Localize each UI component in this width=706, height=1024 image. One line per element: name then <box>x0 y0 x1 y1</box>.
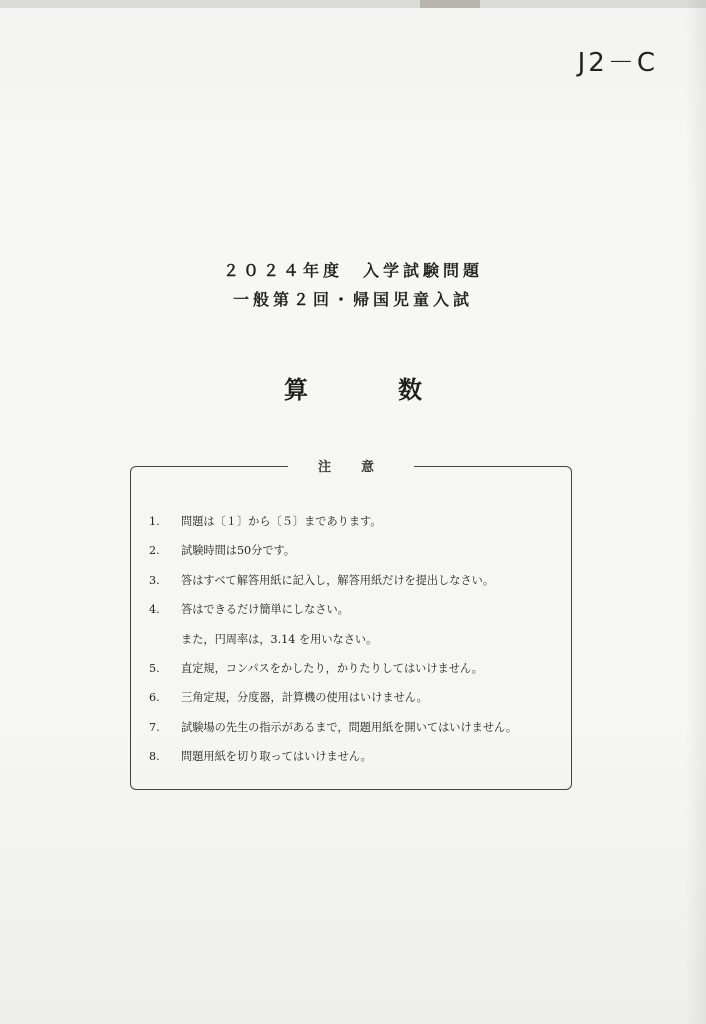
notice-item-number: 1. <box>149 515 160 528</box>
exam-code: J2－C <box>577 48 658 78</box>
notice-item-number: 5. <box>149 662 160 676</box>
notice-item <box>149 507 569 536</box>
notice-item <box>149 742 569 771</box>
notice-item <box>149 683 569 712</box>
notice-item-text: 問題は〔１〕から〔５〕まであります。 <box>181 515 382 528</box>
notice-item-number: 2. <box>149 544 160 558</box>
notice-list <box>149 507 569 772</box>
notice-item <box>149 654 569 683</box>
notice-item-number <box>149 625 181 654</box>
notice-label-wrap <box>131 456 571 475</box>
subject-char: 算 <box>284 375 308 404</box>
notice-item <box>149 625 569 654</box>
exam-subtitle: 一般第２回・帰国児童入試 <box>232 290 473 309</box>
binder-tab <box>420 0 480 8</box>
subject-char: 数 <box>398 375 422 404</box>
notice-item <box>149 566 569 595</box>
notice-item-number: 3. <box>149 573 160 587</box>
notice-item-text: 試験場の先生の指示があるまで，問題用紙を開いてはいけません。 <box>181 720 518 734</box>
page-shadow <box>686 0 706 1024</box>
notice-item-number: 6. <box>149 691 160 705</box>
notice-box <box>130 460 572 790</box>
notice-item-text: 試験時間は50分です。 <box>181 544 296 558</box>
notice-item-text: 問題用紙を切り取ってはいけません。 <box>181 750 372 764</box>
notice-item-text: 直定規，コンパスをかしたり，かりたりしてはいけません。 <box>181 662 483 676</box>
notice-item <box>149 536 569 565</box>
subject-heading <box>0 370 706 405</box>
notice-item-number: 7. <box>149 720 160 734</box>
exam-title: ２０２４年度 入学試験問題 <box>222 261 483 280</box>
top-edge <box>0 0 706 8</box>
notice-item-number: 4. <box>149 603 160 617</box>
notice-item-text: 答はできるだけ簡単にしなさい。 <box>181 603 349 617</box>
notice-item <box>149 595 569 624</box>
notice-item-text: また，円周率は，3.14 を用いなさい。 <box>181 632 378 646</box>
notice-item-text: 三角定規，分度器，計算機の使用はいけません。 <box>181 691 428 705</box>
notice-item <box>149 713 569 742</box>
notice-label: 注意 <box>288 460 414 475</box>
notice-item-number: 8. <box>149 750 160 764</box>
notice-item-text: 答はすべて解答用紙に記入し，解答用紙だけを提出しなさい。 <box>181 573 495 587</box>
